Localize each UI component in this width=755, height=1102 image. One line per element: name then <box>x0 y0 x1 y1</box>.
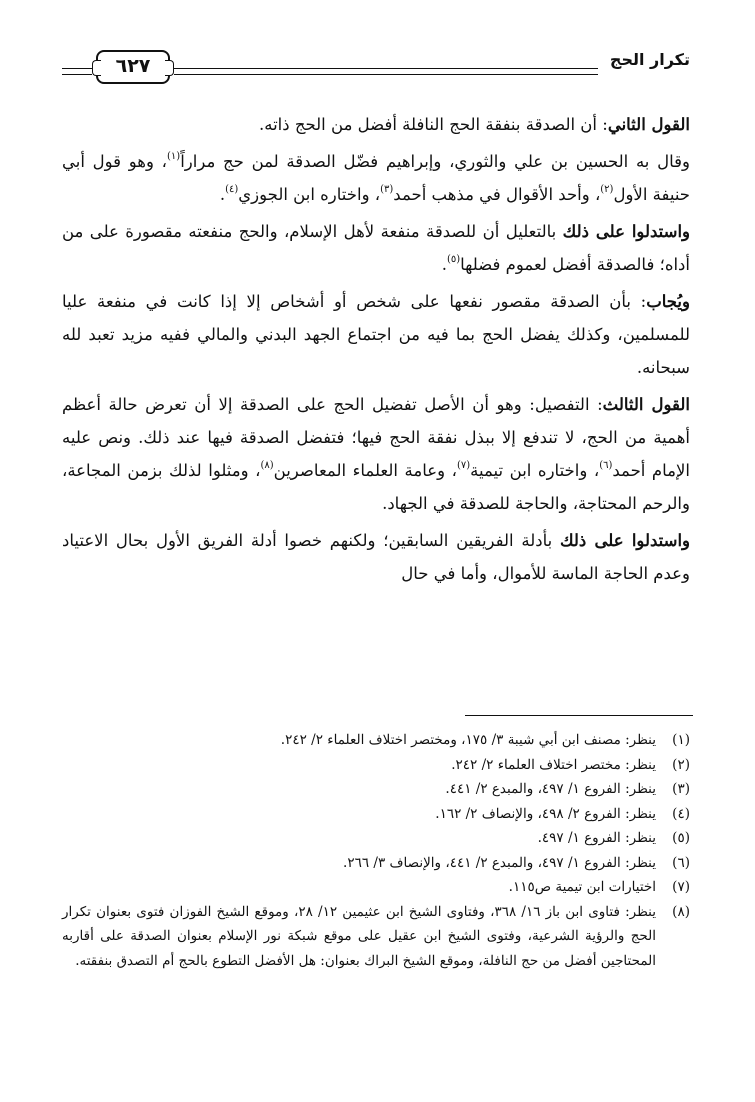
footnote-5 <box>62 826 690 851</box>
footnotes <box>62 728 690 973</box>
footnote-text: ينظر: الفروع ٢/ ٤٩٨، والإنصاف ٢/ ١٦٢. <box>435 805 656 822</box>
paragraph-text: ، وهو قول أبي حنيفة الأول <box>62 152 690 204</box>
paragraph-text: : بأن الصدقة مقصور نفعها على شخص أو أشخاص إلا إذا كانت في منفعة عليا للمسلمين، وكذلك يفضل الحج بما فيه من اجتماع الجهد البدني والمالي ففيه مزيد تعبد لله سبحانه. <box>62 292 690 377</box>
footnote-ref[interactable]: (٦) <box>599 460 613 471</box>
footnote-text: اختيارات ابن تيمية ص١١٥. <box>508 879 656 895</box>
opinion-heading: القول الثالث <box>602 395 690 414</box>
footnote-number: (٨) <box>672 903 690 920</box>
paragraph-text: بالتعليل أن للصدقة منفعة لأهل الإسلام، والحج منفعته مقصورة على من أداه؛ فالصدقة أفضل لعموم فضلها <box>62 222 690 274</box>
footnote-text: ينظر: الفروع ١/ ٤٩٧، والمبدع ٢/ ٤٤١، والإنصاف ٣/ ٢٦٦. <box>343 854 656 871</box>
footnote-number: (١) <box>672 732 690 748</box>
footnote-7 <box>62 875 690 900</box>
response-heading: ويُجاب <box>646 292 690 311</box>
page-header <box>62 44 690 96</box>
footnote-ref[interactable]: (١) <box>167 151 181 162</box>
footnote-ref[interactable]: (٧) <box>456 460 471 471</box>
paragraph-text: بأدلة الفريقين السابقين؛ ولكنهم خصوا أدلة الفريق الأول بحال الاعتياد وعدم الحاجة الماسة للأموال، وأما في حال <box>62 531 690 583</box>
footnote-text: ينظر: فتاوى ابن باز ١٦/ ٣٦٨، وفتاوى الشيخ ابن عثيمين ١٢/ ٢٨، وموقع الشيخ الفوزان فتوى بعنوان تكرار الحج والرؤية الشرعية، وفتوى الشيخ ابن عقيل على موقع شبكة نور الإسلام بعنوان الصدقة على أقاربه المحتاجين أفضل من حج النافلة، وموقع الشيخ البراك بعنوان: هل الأفضل التطوع بالحج أم التصدق بنفقته. <box>62 903 657 969</box>
paragraph-text: . <box>219 185 226 204</box>
opinion-heading: القول الثاني <box>607 115 690 134</box>
paragraph-supporters <box>62 145 690 211</box>
page-number: ٦٢٧ <box>96 50 170 84</box>
paragraph-text: . <box>441 255 447 274</box>
footnote-1 <box>62 728 690 753</box>
footnote-number: (٢) <box>672 756 690 773</box>
footnote-text: ينظر: مختصر اختلاف العلماء ٢/ ٢٤٢. <box>451 756 656 773</box>
footnote-ref[interactable]: (٨) <box>260 460 274 471</box>
header-left-rule <box>62 68 92 75</box>
paragraph-text: ، وعامة العلماء المعاصرين <box>273 461 457 480</box>
header-double-rule <box>174 68 598 75</box>
footnote-ref[interactable]: (٤) <box>225 184 239 195</box>
footnote-text: ينظر: الفروع ١/ ٤٩٧. <box>537 830 656 846</box>
footnote-number: (٤) <box>672 805 690 822</box>
footnote-ref[interactable]: (٢) <box>600 184 614 195</box>
footnote-6 <box>62 851 690 876</box>
footnote-3 <box>62 777 690 802</box>
footnote-text: ينظر: الفروع ١/ ٤٩٧، والمبدع ٢/ ٤٤١. <box>445 781 656 797</box>
footnote-text: ينظر: مصنف ابن أبي شيبة ٣/ ١٧٥، ومختصر اختلاف العلماء ٢/ ٢٤٢. <box>280 732 656 748</box>
body-text <box>62 108 690 594</box>
footnote-4 <box>62 802 690 827</box>
footnote-ref[interactable]: (٣) <box>380 184 394 195</box>
paragraph-third-opinion <box>62 388 690 520</box>
footnote-number: (٦) <box>672 854 690 871</box>
footnote-separator <box>465 715 693 716</box>
paragraph-second-opinion <box>62 108 690 141</box>
footnote-ref[interactable]: (٥) <box>446 254 461 265</box>
footnote-number: (٣) <box>672 781 690 797</box>
paragraph-text: ، ومثلوا لذلك بزمن المجاعة، والرحم المحتاجة، والحاجة للصدقة في الجهاد. <box>62 461 690 513</box>
paragraph-text: : التفصيل: وهو أن الأصل تفضيل الحج على الصدقة إلا أن تعرض حالة أعظم أهمية من الحج، لا تندفع إلا ببذل نفقة الحج فيها؛ فتفضل الصدقة فيها عند ذلك. ونص عليه الإمام أحمد <box>62 395 690 480</box>
footnote-8 <box>62 900 690 974</box>
paragraph-evidence-2 <box>62 524 690 590</box>
footnote-number: (٧) <box>672 879 690 895</box>
paragraph-response <box>62 285 690 384</box>
paragraph-text: : أن الصدقة بنفقة الحج النافلة أفضل من الحج ذاته. <box>258 115 608 134</box>
footnote-number: (٥) <box>672 830 690 846</box>
paragraph-evidence-1 <box>62 215 690 281</box>
paragraph-text: وقال به الحسين بن علي والثوري، وإبراهيم فضّل الصدقة لمن حج مراراً <box>180 152 690 171</box>
paragraph-text: ، وأحد الأقوال في مذهب أحمد <box>393 185 601 204</box>
paragraph-text: ، واختاره ابن تيمية <box>470 461 600 480</box>
running-title: تكرار الحج <box>609 50 690 69</box>
evidence-heading: واستدلوا على ذلك <box>562 222 690 241</box>
paragraph-text: ، واختاره ابن الجوزي <box>238 185 381 204</box>
footnote-2 <box>62 753 690 778</box>
evidence-heading: واستدلوا على ذلك <box>559 531 691 550</box>
